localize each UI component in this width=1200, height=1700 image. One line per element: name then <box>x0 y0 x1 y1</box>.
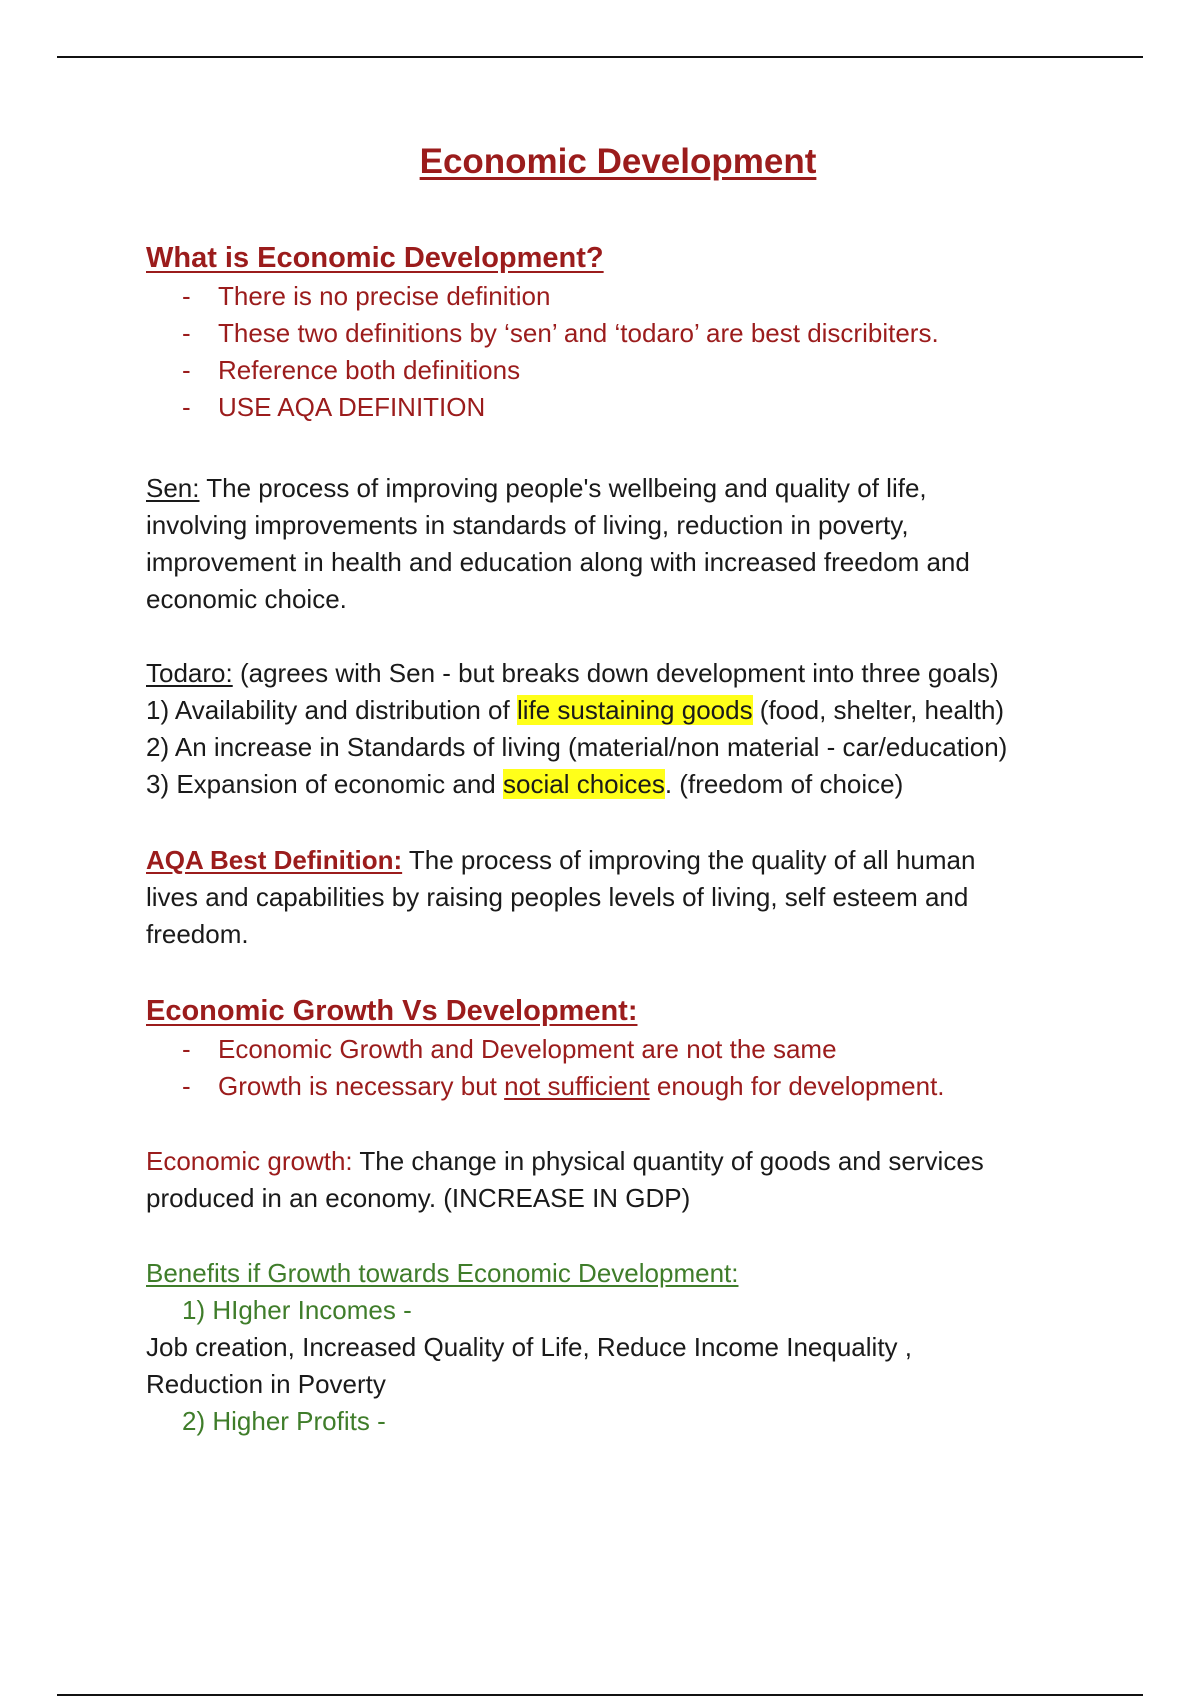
section-what-is <box>146 240 1106 426</box>
list-item <box>146 278 1106 315</box>
dash-marker: - <box>182 355 191 385</box>
aqa-text: The process of improving the quality of all human <box>402 845 976 875</box>
definition-notes-list <box>146 278 1106 426</box>
growth-notes-list <box>146 1031 1106 1105</box>
growth-text: produced in an economy. (INCREASE IN GDP) <box>146 1183 691 1213</box>
goal-text: . (freedom of choice) <box>664 769 904 799</box>
dash-marker: - <box>182 318 191 348</box>
benefit-item-2: 2) Higher Profits - <box>182 1406 386 1436</box>
todaro-goal-3 <box>146 766 1146 803</box>
todaro-goal-2: 2) An increase in Standards of living (material/non material - car/education) <box>146 732 1008 762</box>
dash-marker: - <box>182 1034 191 1064</box>
list-item <box>146 315 1106 352</box>
section-heading-what-is: What is Economic Development? <box>146 242 604 274</box>
sen-text: economic choice. <box>146 584 347 614</box>
benefits-section <box>146 1255 1106 1440</box>
goal-text: (food, shelter, health) <box>752 695 1005 725</box>
top-rule <box>57 56 1143 58</box>
economic-growth-definition <box>146 1143 1106 1217</box>
list-item-text: Growth is necessary but <box>218 1071 505 1101</box>
list-item-text: Economic Growth and Development are not the same <box>218 1034 837 1064</box>
list-item <box>146 1068 1106 1105</box>
highlight-life-sustaining-goods: life sustaining goods <box>516 695 753 725</box>
aqa-label: AQA Best Definition: <box>146 845 403 875</box>
todaro-label: Todaro: <box>146 658 233 688</box>
benefit-item-1: 1) HIgher Incomes - <box>182 1295 412 1325</box>
sen-text: The process of improving people's wellbeing and quality of life, <box>199 473 927 503</box>
dash-marker: - <box>182 281 191 311</box>
page-title: Economic Development <box>419 142 817 181</box>
section-heading-growth-vs-development: Economic Growth Vs Development: <box>146 995 638 1027</box>
list-item-text: Reference both definitions <box>218 355 521 385</box>
aqa-text: freedom. <box>146 919 249 949</box>
aqa-definition <box>146 842 1106 953</box>
aqa-text: lives and capabilities by raising peoples levels of living, self esteem and <box>146 882 969 912</box>
list-item-text: USE AQA DEFINITION <box>218 392 486 422</box>
todaro-definition <box>146 655 1146 803</box>
sen-definition <box>146 470 1106 618</box>
benefit-detail: Job creation, Increased Quality of Life, Reduce Income Inequality , <box>146 1332 912 1362</box>
growth-text: The change in physical quantity of goods and services <box>352 1146 984 1176</box>
benefits-heading: Benefits if Growth towards Economic Development: <box>146 1258 739 1288</box>
sen-text: involving improvements in standards of living, reduction in poverty, <box>146 510 909 540</box>
dash-marker: - <box>182 392 191 422</box>
goal-text: 1) Availability and distribution of <box>146 695 517 725</box>
list-item-text: There is no precise definition <box>218 281 551 311</box>
dash-marker: - <box>182 1071 191 1101</box>
section-growth-vs-development <box>146 993 1106 1105</box>
list-item <box>146 389 1106 426</box>
list-item <box>146 352 1106 389</box>
underlined-not-sufficient: not sufficient <box>504 1071 650 1101</box>
todaro-intro: (agrees with Sen - but breaks down development into three goals) <box>232 658 999 688</box>
goal-text: 3) Expansion of economic and <box>146 769 503 799</box>
list-item-text: These two definitions by ‘sen’ and ‘todaro’ are best discribiters. <box>218 318 939 348</box>
highlight-social-choices: social choices <box>503 769 665 799</box>
bottom-rule <box>57 1694 1143 1696</box>
list-item-text: enough for development. <box>649 1071 945 1101</box>
todaro-goal-1 <box>146 692 1146 729</box>
sen-text: improvement in health and education along with increased freedom and <box>146 547 970 577</box>
sen-label: Sen: <box>146 473 200 503</box>
benefit-detail: Reduction in Poverty <box>146 1369 386 1399</box>
list-item <box>146 1031 1106 1068</box>
growth-label: Economic growth: <box>146 1146 353 1176</box>
